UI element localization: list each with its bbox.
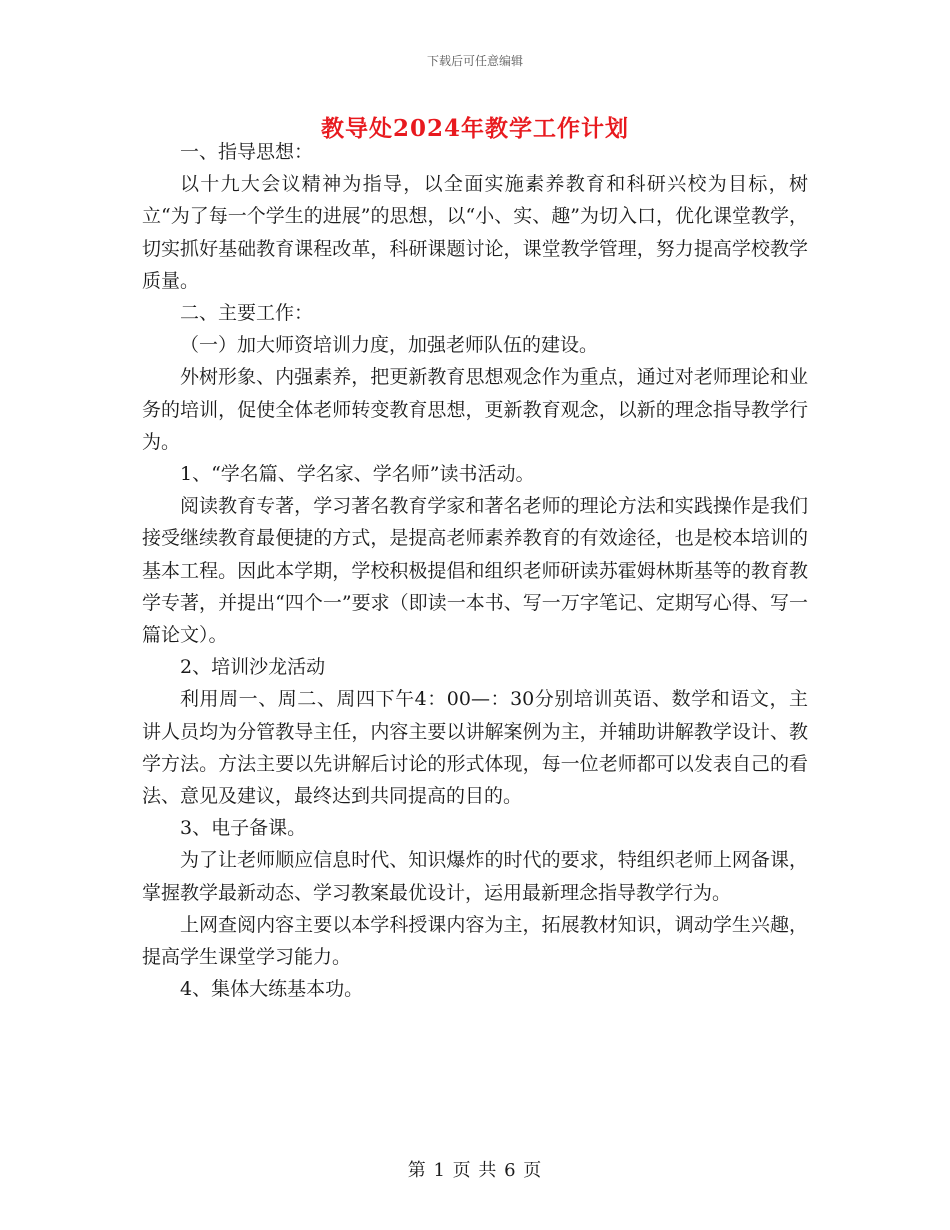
body-paragraph: 阅读教育专著，学习著名教育学家和著名老师的理论方法和实践操作是我们接受继续教育最便捷的方式，是提高老师素养教育的有效途径，也是校本培训的基本工程。因此本学期，学校积极提倡和组织老师研读苏霍姆林斯基等的教育教学专著，并提出“四个一”要求（即读一本书、写一万字笔记、定期写心得、写一篇论文）。 [142, 495, 808, 647]
section-heading: 1、“学名篇、学名家、学名师”读书活动。 [180, 463, 535, 486]
body-paragraph: 上网查阅内容主要以本学科授课内容为主，拓展教材知识，调动学生兴趣，提高学生课堂学习能力。 [142, 913, 808, 969]
section-heading: 3、电子备课。 [180, 817, 307, 840]
section-heading: 2、培训沙龙活动 [180, 656, 326, 679]
section-heading: （一）加大师资培训力度，加强老师队伍的建设。 [180, 334, 599, 357]
page-header-note: 下载后可任意编辑 [426, 54, 523, 68]
body-paragraph: 利用周一、周二、周四下午4：00—：30分别培训英语、数学和语文，主讲人员均为分管教导主任，内容主要以讲解案例为主，并辅助讲解教学设计、教学方法。方法主要以先讲解后讨论的形式体现，每一位老师都可以发表自己的看法、意见及建议，最终达到共同提高的目的。 [142, 688, 808, 808]
body-paragraph: 以十九大会议精神为指导，以全面实施素养教育和科研兴校为目标，树立“为了每一个学生的进展”的思想，以“小、实、趣”为切入口，优化课堂教学，切实抓好基础教育课程改革，科研课题讨论，课堂教学管理，努力提高学校教学质量。 [142, 173, 808, 292]
body-paragraph: 为了让老师顺应信息时代、知识爆炸的时代的要求，特组织老师上网备课，掌握教学最新动态、学习教案最优设计，运用最新理念指导教学行为。 [142, 849, 808, 904]
section-heading: 一、指导思想： [180, 141, 314, 163]
section-heading: 二、主要工作： [180, 302, 314, 325]
section-heading: 4、集体大练基本功。 [180, 978, 364, 1001]
page-number-footer: 第 1 页 共 6 页 [407, 1160, 543, 1181]
document-body [142, 136, 808, 1005]
body-paragraph: 外树形象、内强素养，把更新教育思想观念作为重点，通过对老师理论和业务的培训，促使全体老师转变教育思想，更新教育观念，以新的理念指导教学行为。 [142, 366, 808, 453]
document-title: 教导处2024年教学工作计划 [320, 115, 629, 142]
